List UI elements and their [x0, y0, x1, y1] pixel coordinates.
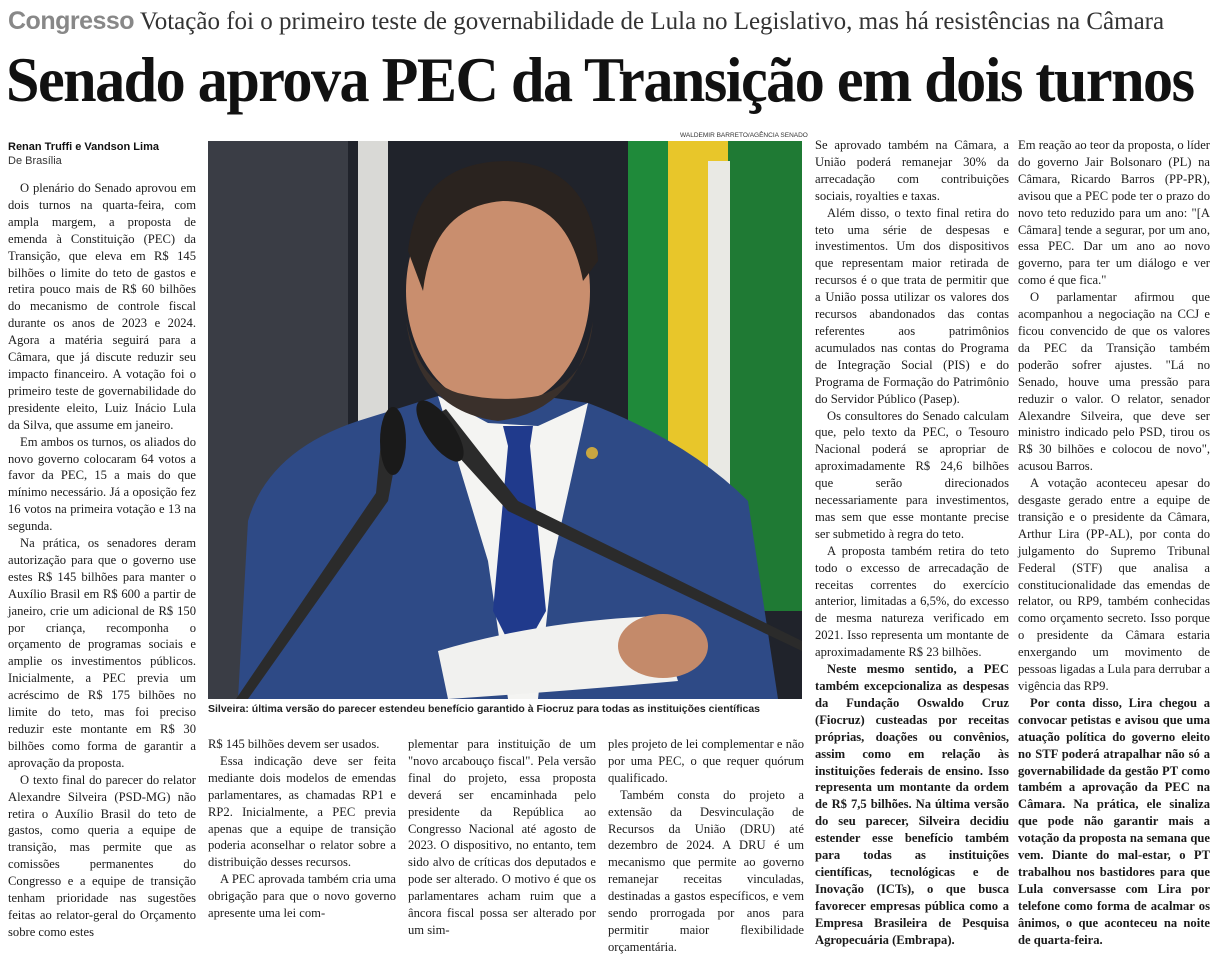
- paragraph: R$ 145 bilhões devem ser usados.: [208, 737, 380, 751]
- paragraph: ples projeto de lei complementar e não por uma PEC, o que requer quórum qualificado.: [608, 737, 804, 785]
- paragraph: Os consultores do Senado calculam que, pelo texto da PEC, o Tesouro Nacional poderá se apropriar de aproximadamente R$ 24,6 bilhões que serão direcionados necessariamente para investimentos, mas sem que esse montante precise ser submetido à regra do teto.: [815, 408, 1009, 541]
- article-column-4: [608, 736, 804, 954]
- paragraph: O plenário do Senado aprovou em dois turnos na quarta-feira, com ampla margem, a proposta de emenda à Constituição (PEC) da Transição, que eleva em R$ 145 bilhões o limite do teto de gastos e retira pouco mais de R$ 60 bilhões do mecanismo de controle fiscal durante os anos de 2023 e 2024. Agora a matéria seguirá para a Câmara, que já discute reduzir seu impacto financeiro. A votação foi o primeiro teste de governabilidade do presidente eleito, Luiz Inácio Lula da Silva, que assume em janeiro.: [8, 181, 196, 432]
- article-photo: [208, 141, 802, 699]
- byline-authors: Renan Truffi e Vandson Lima: [8, 141, 159, 153]
- paragraph: Na prática, os senadores deram autorização para que o governo use estes R$ 145 bilhões para manter o Auxílio Brasil em R$ 600 a partir de janeiro, crie um adicional de R$ 150 por criança, recomponha o orçamento de programas sociais e amplie os investimentos públicos. Inicialmente, a PEC previa um acréscimo de R$ 175 bilhões no limite do teto, mas foi preciso reduzir este montante em R$ 30 bilhões como forma de garantir a aprovação da proposta.: [8, 536, 196, 770]
- paragraph: Por conta disso, Lira chegou a convocar petistas e avisou que uma atuação política do governo eleito no STF poderá atrapalhar não só a governabilidade da gestão PT como também a aprovação da PEC na Câmara. Na prática, ele sinaliza que pode não garantir mais a votação da proposta na semana que vem. Diante do mal-estar, o PT trabalhou nos bastidores para que Lula conversasse com Lira por telefone como forma de acalmar os ânimos, o que aconteceu na noite de quarta-feira.: [1018, 695, 1210, 947]
- article-column-2: [208, 736, 396, 920]
- kicker-line: [8, 6, 1213, 37]
- byline-location: De Brasília: [8, 155, 62, 167]
- paragraph: A proposta também retira do teto todo o excesso de arrecadação de receitas correntes do exercício anterior, limitadas a 6,5%, do excesso de mesma natureza verificado em 2021. Isso representa um montante de aproximadamente R$ 23 bilhões.: [815, 543, 1009, 660]
- byline: [8, 140, 203, 168]
- paragraph: A PEC aprovada também cria uma obrigação para que o novo governo apresente uma lei com-: [208, 872, 396, 921]
- kicker-text: Votação foi o primeiro teste de governabilidade de Lula no Legislativo, mas há resistências na Câmara: [139, 8, 1165, 35]
- photo-caption: Silveira: última versão do parecer estendeu benefício garantido à Fiocruz para todas as instituições científicas: [208, 703, 761, 715]
- article-column-3: [408, 736, 596, 937]
- article-column-1: [8, 180, 196, 939]
- article-column-5: [815, 137, 1009, 947]
- photo-illustration: [208, 141, 802, 699]
- paragraph: Em ambos os turnos, os aliados do novo governo colocaram 64 votos a favor da PEC, 15 a mais do que mínimo necessário. Já a oposição fez 16 votos na primeira votação e 13 na segunda.: [8, 434, 196, 534]
- photo-credit: WALDEMIR BARRETO/AGÊNCIA SENADO: [680, 132, 808, 139]
- article-column-6: [1018, 137, 1210, 947]
- paragraph: A votação aconteceu apesar do desgaste gerado entre a equipe de transição e o presidente da Câmara, Arthur Lira (PP-AL), por conta do julgamento do Supremo Tribunal Federal (STF) que analisa a constitucionalidade das emendas de relator, ou RP9, também conhecidas como orçamento secreto. Isso porque o presidente da Câmara estaria enxergando um movimento de pessoas ligadas a Lula para derrubar a vigência das RP9.: [1018, 476, 1210, 693]
- paragraph: Além disso, o texto final retira do teto uma série de despesas e investimentos. Um dos dispositivos que representam maior retirada de recursos é o que trata de permitir que a União possa utilizar os valores dos recursos abandonados das contas referentes aos patrimônios acumulados nas contas do Programa de Integração Social (PIS) e do Programa de Formação do Patrimônio do Servidor Público (Pasep).: [815, 205, 1009, 406]
- headline: Senado aprova PEC da Transição em dois turnos: [6, 44, 1194, 115]
- paragraph: O parlamentar afirmou que acompanhou a negociação na CCJ e ficou convencido de que os valores da PEC da Transição também poderão sofrer ajustes. "Lá no Senado, houve uma pressão para reduzir o valor. O relator, senador Alexandre Silveira, que deve ser ministro indicado pelo PSD, tirou os R$ 30 bilhões e colocou de novo", acusou Barros.: [1018, 290, 1210, 474]
- paragraph: plementar para instituição de um "novo arcabouço fiscal". Pela versão final do projeto, essa proposta deverá ser encaminhada pelo presidente da República ao Congresso Nacional até agosto de 2023. O dispositivo, no entanto, tem sido alvo de críticas dos deputados e pode ser alterado. O motivo é que os parlamentares acham ruim que a âncora fiscal possa ser alterado por um sim-: [408, 737, 596, 937]
- section-label: Congresso: [8, 7, 135, 35]
- paragraph: Neste mesmo sentido, a PEC também excepcionaliza as despesas da Fundação Oswaldo Cruz (Fiocruz) custeadas por receitas próprias, doações ou convênios, assim como em relação às instituições federais de ensino. Isso representa um montante da ordem de R$ 7,5 bilhões. Na última versão do seu parecer, Silveira decidiu estender esse benefício também para todas as instituições científicas, tecnológicas e de Inovação (ICTs), o que busca favorecer empresas pública como a Empresa Brasileira de Pesquisa Agropecuária (Embrapa).: [815, 662, 1009, 947]
- paragraph: O texto final do parecer do relator Alexandre Silveira (PSD-MG) não retira o Auxílio Brasil do teto de gastos, como queria a equipe de transição, mas permite que as comissões permanentes do Congresso e a equipe de transição tenham prioridade nas sugestões feitas ao relator-geral do Orçamento sobre como estes: [8, 772, 196, 939]
- paragraph: Também consta do projeto a extensão da Desvinculação de Recursos da União (DRU) até dezembro de 2024. A DRU é um mecanismo que permite ao governo remanejar receitas vinculadas, destinadas a gastos específicos, e vem sendo prorrogada por anos para permitir maior flexibilidade orçamentária.: [608, 787, 804, 954]
- paragraph: Essa indicação deve ser feita mediante dois modelos de emendas parlamentares, as chamadas RP1 e RP2. Inicialmente, a PEC previa apenas que a equipe de transição poderia aconselhar o relator sobre a distribuição desses recursos.: [208, 753, 396, 870]
- paragraph: Se aprovado também na Câmara, a União poderá remanejar 30% da arrecadação com contribuições sociais, royalties e taxas.: [815, 138, 1009, 203]
- paragraph: Em reação ao teor da proposta, o líder do governo Jair Bolsonaro (PL) na Câmara, Ricardo Barros (PP-PR), avisou que a PEC pode ter o prazo do novo teto reduzido para um ano: "[A Câmara] tende a segurar, por um ano, essa PEC. Dar um ano ao novo governo, para ter um diálogo e ver como é que fica.": [1018, 138, 1210, 288]
